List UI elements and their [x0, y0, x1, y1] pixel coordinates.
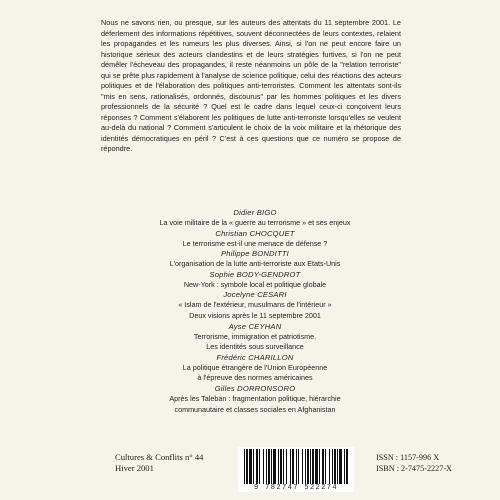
toc-entry [130, 229, 380, 250]
toc-title-line-2: à l'épreuve des normes américaines [197, 373, 313, 383]
toc-entry [130, 270, 380, 291]
journal-info [115, 452, 203, 474]
toc-title: La politique étrangère de l'Union Européenne [182, 362, 328, 372]
toc-title-line-2: Les identités sous surveillance [206, 342, 304, 352]
toc-author: Christian CHOCQUET [215, 228, 295, 238]
toc-title: Terrorisme, immigration et patriotisme. [193, 331, 317, 341]
isbn: ISBN : 2-7475-2227-X [376, 464, 452, 473]
toc-title-line-2: Deux visions après le 11 septembre 2001 [189, 310, 321, 320]
toc-title: Après les Taleban : fragmentation politique, hiérarchie [169, 393, 341, 403]
journal-season: Hiver 2001 [115, 463, 154, 473]
table-of-contents [130, 208, 380, 415]
toc-entry [130, 353, 380, 384]
toc-title: Le terrorisme est-il une menace de défense ? [182, 238, 328, 248]
toc-title: New-York : symbole local et politique globale [183, 279, 327, 289]
toc-entry [130, 322, 380, 353]
toc-title: « Islam de l'extérieur, musulmans de l'intérieur » [178, 300, 332, 310]
toc-entry [130, 290, 380, 321]
toc-entry [130, 384, 380, 415]
identifiers [376, 452, 452, 474]
toc-author: Frédéric CHARILLON [216, 352, 294, 362]
toc-author: Ayse CEYHAN [228, 321, 282, 331]
toc-title-line-2: communautaire et classes sociales en Afghanistan [174, 404, 336, 414]
issn: ISSN : 1157-996 X [376, 453, 440, 462]
barcode [238, 447, 354, 493]
toc-author: Philippe BONDITTI [221, 249, 289, 259]
toc-entry [130, 208, 380, 229]
barcode-bars-icon [238, 447, 354, 485]
toc-title: L'organisation de la lutte anti-terroriste aux Etats-Unis [169, 259, 341, 269]
toc-author: Sophie BODY-GENDROT [209, 269, 301, 279]
toc-author: Gilles DORRONSORO [214, 383, 296, 393]
toc-entry [130, 249, 380, 270]
intro-paragraph: Nous ne savons rien, ou presque, sur les auteurs des attentats du 11 septembre 2001. Le déferlement des informations répétitives, souvent déconnectées de leurs contextes, relaient les propagandes et les rumeurs les plus diverses. Ainsi, si l'on ne peut encore faire un historique sérieux des acteurs clandestins et de leurs stratégies furtives, si l'on ne peut démêler l'écheveau des propagandes, il reste néanmoins un pôle de la "relation terroriste" qui se prête plus rapidement à l'analyse de science politique, celui des réactions des acteurs politiques et de l'élaboration des politiques anti-terroristes. Comment les attentats sont-ils "mis en sens, rationalisés, ordonnés, discourus" par les hommes politiques et les divers professionnels de la sécurité ? Quel est le cadre dans lequel ceux-ci conçoivent leurs réponses ? Comment s'élaborent les politiques de lutte anti-terroriste lorsqu'elles se veulent au-delà du national ? Comment s'articulent le choix de la voix militaire et la rhétorique des identités démocratiques en péril ? C'est à ces questions que ce numéro se propose de répondre. [101, 18, 401, 153]
toc-title: La voie militaire de la « guerre au terrorisme » et ses enjeux [159, 218, 351, 227]
barcode-digits: 9 782747 522274 [238, 484, 354, 492]
journal-issue: Cultures & Conflits n° 44 [115, 452, 204, 462]
toc-author: Didier BIGO [233, 208, 277, 217]
toc-author: Jocelyne CESARI [223, 290, 287, 300]
